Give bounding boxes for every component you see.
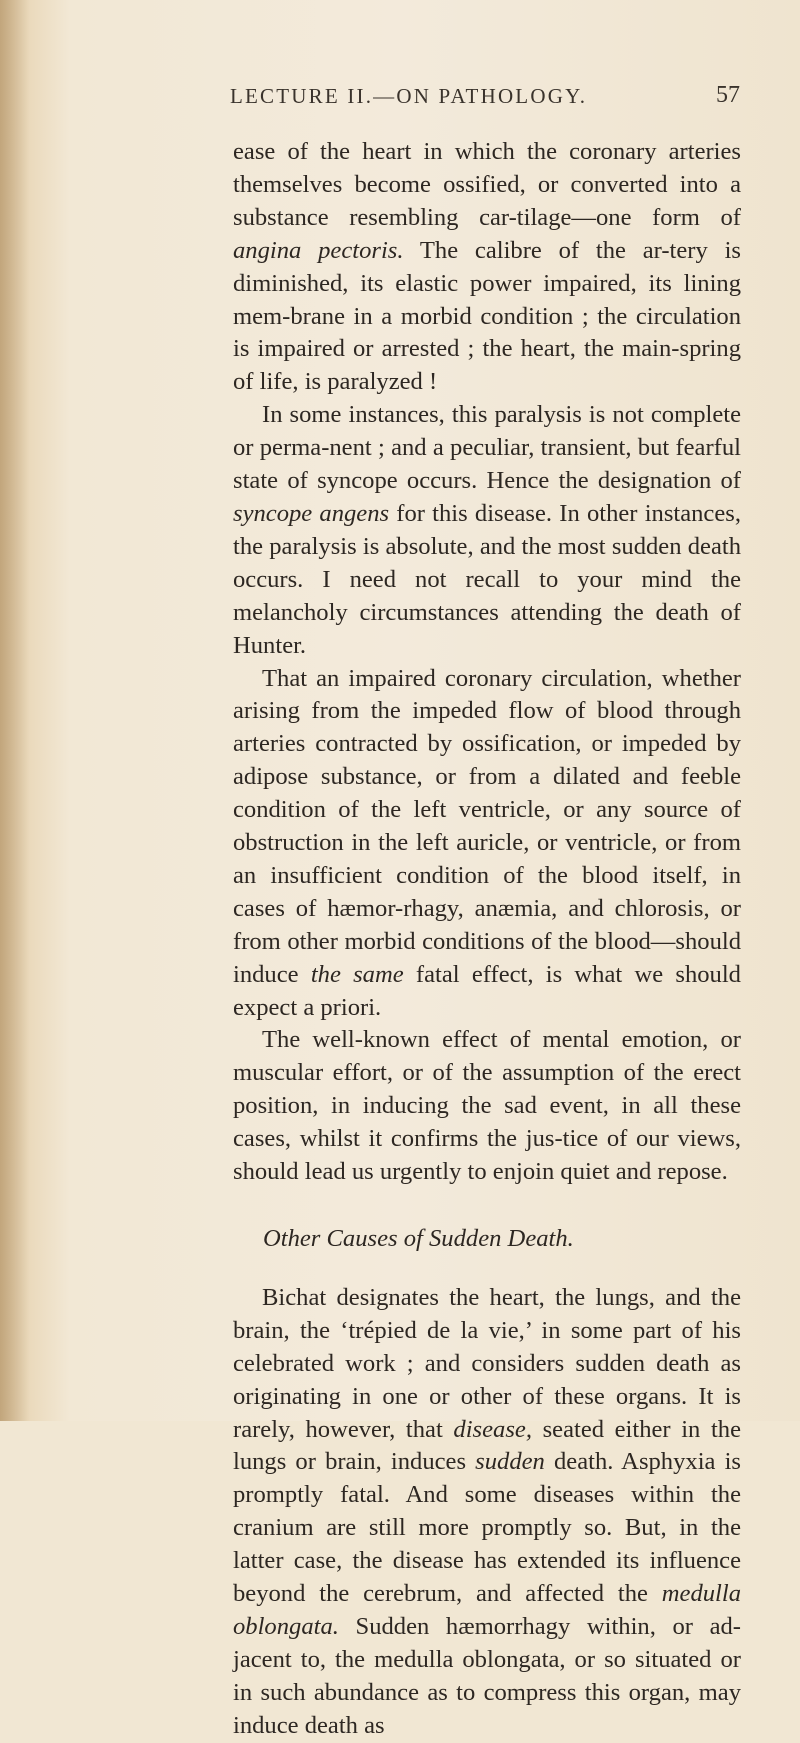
paragraph-4: The well-known effect of mental emotion, or muscular effort, or of the assumption of the erect position, in inducing the sad event, in all these cases, whilst it confirms the jus-tice of our views, should lead us urgently to enjoin quiet and repose. [233, 1026, 741, 1186]
section-heading: Other Causes of Sudden Death. [263, 1225, 574, 1252]
page-gutter-shadow [0, 0, 30, 1421]
paragraph-1: ease of the heart in which the coronary arteries themselves become ossified, or converted into a substance resembling car-tilage—one form of angina pectoris. The calibre of the ar-tery is diminished, its elastic power impaired, its lining mem-brane in a morbid condition ; the circulation is impaired or arrested ; the heart, the main-spring of life, is paralyzed ! [233, 138, 741, 396]
paragraph-2: In some instances, this paralysis is not complete or perma-nent ; and a peculiar, transient, but fearful state of syncope occurs. Hence the designation of syncope angens for this disease. In other instances, the paralysis is absolute, and the most sudden death occurs. I need not recall to your mind the melancholy circumstances attending the death of Hunter. [233, 401, 741, 659]
running-head: LECTURE II.—ON PATHOLOGY. [230, 84, 588, 108]
page-header [230, 84, 740, 116]
paragraph-5: Bichat designates the heart, the lungs, and the brain, the ‘trépied de la vie,’ in some part of his celebrated work ; and considers sudden death as originating in one or other of these organs. It is rarely, however, that disease, seated either in the lungs or brain, induces sudden death. Asphyxia is promptly fatal. And some diseases within the cranium are still more promptly so. But, in the latter case, the disease has extended its influence beyond the cerebrum, and affected the medulla oblongata. Sudden hæmorrhagy within, or ad-jacent to, the medulla oblongata, or so situated or in such abundance as to compress this organ, may induce death as [233, 1283, 741, 1739]
paragraph-3: That an impaired coronary circulation, whether arising from the impeded flow of blood through arteries contracted by ossification, or impeded by adipose substance, or from a dilated and feeble condition of the left ventricle, or any source of obstruction in the left auricle, or ventricle, or from an insufficient condition of the blood itself, in cases of hæmor-rhagy, anæmia, and chlorosis, or from other morbid conditions of the blood—should induce the same fatal effect, is what we should expect a priori. [233, 664, 741, 1021]
body-text [233, 136, 741, 1743]
page-number: 57 [716, 82, 740, 108]
